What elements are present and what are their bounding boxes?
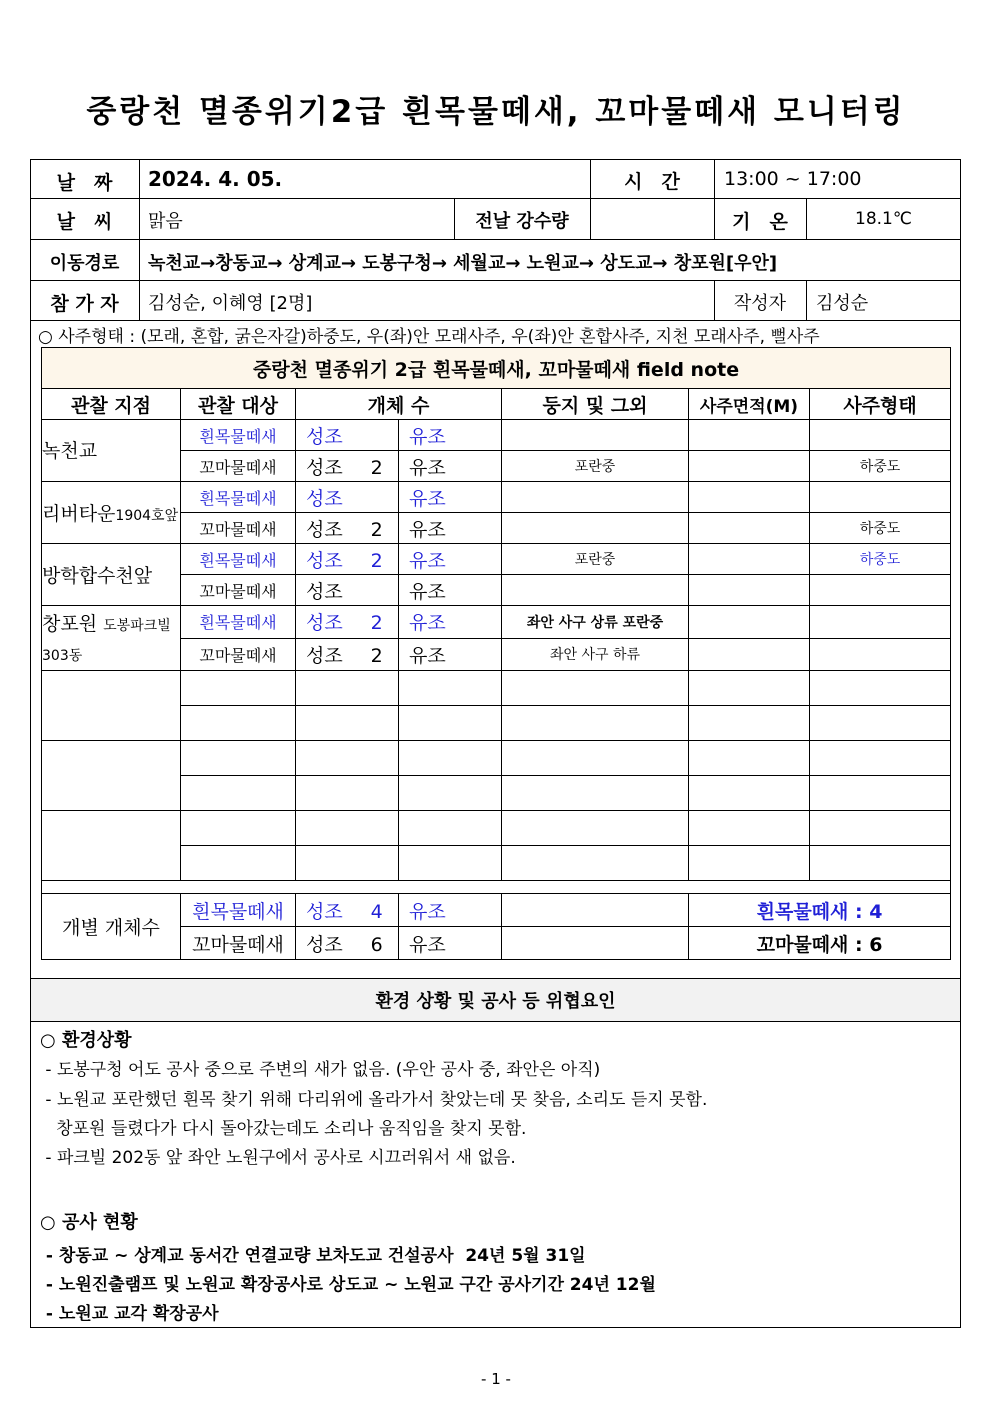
author-label: 작성자 (733, 293, 787, 314)
col-header-area: 사주면적(M) (689, 389, 810, 420)
species-cell: 꼬마물떼새 (181, 638, 296, 671)
adult-count-cell: 성조 2 (296, 513, 399, 544)
route-value: 녹천교→창동교→ 상계교→ 도봉구청→ 세월교→ 노원교→ 상도교→ 창포원[우안] (148, 253, 778, 274)
form-cell: 하중도 (810, 513, 951, 544)
col-header-count: 개체 수 (296, 389, 502, 420)
date-value: 2024. 4. 05. (148, 167, 283, 191)
rain-label: 전날 강수량 (475, 211, 569, 232)
site-sub: 1904호앞 (115, 508, 179, 524)
table-row (42, 606, 951, 639)
temp-label: 기 온 (732, 211, 788, 233)
field-note-title: 중랑천 멸종위기 2급 흰목물떼새, 꼬마물떼새 field note (42, 348, 951, 389)
nest-cell: 좌안 사구 상류 포란중 (502, 606, 689, 639)
nest-cell: 포란중 (502, 544, 689, 575)
site-cell (42, 420, 181, 482)
work-heading: ○ 공사 현황 (40, 1212, 138, 1233)
species-cell: 꼬마물떼새 (181, 575, 296, 606)
totals-label: 개별 개체수 (42, 894, 181, 960)
form-cell (810, 575, 951, 606)
work-line: - 창동교 ~ 상계교 동서간 연결교량 보차도교 건설공사 24년 5월 31일 (40, 1246, 586, 1266)
col-header-target: 관찰 대상 (181, 389, 296, 420)
juvenile-count-cell: 유조 (399, 927, 502, 960)
form-cell (810, 420, 951, 451)
site-cell (42, 606, 181, 671)
area-cell (689, 606, 810, 639)
juvenile-count-cell: 유조 (399, 451, 502, 482)
juvenile-count-cell: 유조 (399, 638, 502, 671)
adult-count-cell: 성조 6 (296, 927, 399, 960)
adult-count-cell: 성조 2 (296, 544, 399, 575)
table-row (42, 671, 951, 706)
adult-count-cell: 성조 (296, 420, 399, 451)
participants-value: 김성순, 이혜영 [2명] (148, 293, 313, 314)
table-row (42, 811, 951, 846)
adult-count-cell: 성조 (296, 575, 399, 606)
species-cell: 흰목물떼새 (181, 894, 296, 927)
nest-cell (502, 482, 689, 513)
work-line: - 노원교 교각 확장공사 (40, 1304, 219, 1324)
species-cell: 흰목물떼새 (181, 606, 296, 639)
habitat-type-note: ○ 사주형태 : (모래, 혼합, 굵은자갈)하중도, 우(좌)안 모래사주, 우(좌)안 혼합사주, 지천 모래사주, 뻘사주 (38, 327, 820, 347)
total-summary-white-plover: 흰목물떼새 : 4 (689, 894, 951, 927)
area-cell (689, 544, 810, 575)
juvenile-count-cell: 유조 (399, 544, 502, 575)
area-cell (689, 638, 810, 671)
col-header-form: 사주형태 (810, 389, 951, 420)
env-line: - 노원교 포란했던 흰목 찾기 위해 다리위에 올라가서 찾았는데 못 찾음, 소리도 듣지 못함. (40, 1090, 708, 1110)
adult-count-cell: 성조 4 (296, 894, 399, 927)
page-number: - 1 - (481, 1370, 511, 1388)
area-cell (689, 451, 810, 482)
env-line: - 파크빌 202동 앞 좌안 노원구에서 공사로 시끄러워서 새 없음. (40, 1148, 516, 1168)
form-cell (810, 606, 951, 639)
nest-cell (502, 513, 689, 544)
juvenile-count-cell: 유조 (399, 606, 502, 639)
form-cell (810, 638, 951, 671)
adult-count-cell: 성조 2 (296, 638, 399, 671)
temp-value: 18.1℃ (855, 209, 912, 229)
page-title: 중랑천 멸종위기2급 흰목물떼새, 꼬마물떼새 모니터링 (86, 94, 906, 130)
site-line2: 303동 (42, 648, 83, 664)
juvenile-count-cell: 유조 (399, 482, 502, 513)
area-cell (689, 420, 810, 451)
area-cell (689, 575, 810, 606)
form-cell: 하중도 (810, 451, 951, 482)
weather-label: 날 씨 (56, 211, 113, 233)
env-line: - 도봉구청 어도 공사 중으로 주변의 새가 없음. (우안 공사 중, 좌안은 아직) (40, 1060, 601, 1080)
juvenile-count-cell: 유조 (399, 894, 502, 927)
site-name: 리버타운 (42, 503, 116, 525)
nest-cell: 좌안 사구 하류 (502, 638, 689, 671)
weather-value: 맑음 (148, 211, 183, 232)
site-cell (42, 544, 181, 606)
table-row (42, 544, 951, 575)
route-label: 이동경로 (49, 253, 120, 274)
species-cell: 흰목물떼새 (181, 482, 296, 513)
adult-count-cell: 성조 2 (296, 451, 399, 482)
author-value: 김성순 (816, 293, 869, 314)
site-sub: 도봉파크빌 (103, 618, 171, 634)
site-name: 창포원 (42, 613, 98, 635)
species-cell: 꼬마물떼새 (181, 927, 296, 960)
field-note-table (41, 347, 951, 960)
table-row (42, 420, 951, 451)
juvenile-count-cell: 유조 (399, 575, 502, 606)
species-cell: 꼬마물떼새 (181, 513, 296, 544)
species-cell: 흰목물떼새 (181, 420, 296, 451)
risk-section-title: 환경 상황 및 공사 등 위협요인 (375, 991, 616, 1012)
env-heading: ○ 환경상황 (40, 1030, 132, 1051)
table-row (42, 482, 951, 513)
col-header-nest: 둥지 및 그외 (502, 389, 689, 420)
time-value: 13:00 ~ 17:00 (724, 168, 862, 190)
nest-cell: 포란중 (502, 451, 689, 482)
totals-row (42, 894, 951, 927)
form-cell: 하중도 (810, 544, 951, 575)
adult-count-cell: 성조 (296, 482, 399, 513)
time-label: 시 간 (624, 171, 680, 193)
juvenile-count-cell: 유조 (399, 513, 502, 544)
work-line: - 노원진출램프 및 노원교 확장공사로 상도교 ~ 노원교 구간 공사기간 24년 12월 (40, 1275, 656, 1295)
species-cell: 꼬마물떼새 (181, 451, 296, 482)
juvenile-count-cell: 유조 (399, 420, 502, 451)
col-header-site: 관찰 지점 (42, 389, 181, 420)
env-line: 창포원 들렸다가 다시 돌아갔는데도 소리나 움직임을 찾지 못함. (40, 1119, 527, 1139)
site-name: 방학합수천앞 (42, 565, 153, 587)
area-cell (689, 513, 810, 544)
species-cell: 흰목물떼새 (181, 544, 296, 575)
adult-count-cell: 성조 2 (296, 606, 399, 639)
area-cell (689, 482, 810, 513)
table-row (42, 741, 951, 776)
form-cell (810, 482, 951, 513)
nest-cell (502, 575, 689, 606)
nest-cell (502, 420, 689, 451)
total-summary-little-plover: 꼬마물떼새 : 6 (689, 927, 951, 960)
date-label: 날 짜 (56, 172, 113, 194)
site-name: 녹천교 (42, 440, 98, 462)
site-cell (42, 482, 181, 544)
participants-label: 참 가 자 (50, 293, 119, 315)
